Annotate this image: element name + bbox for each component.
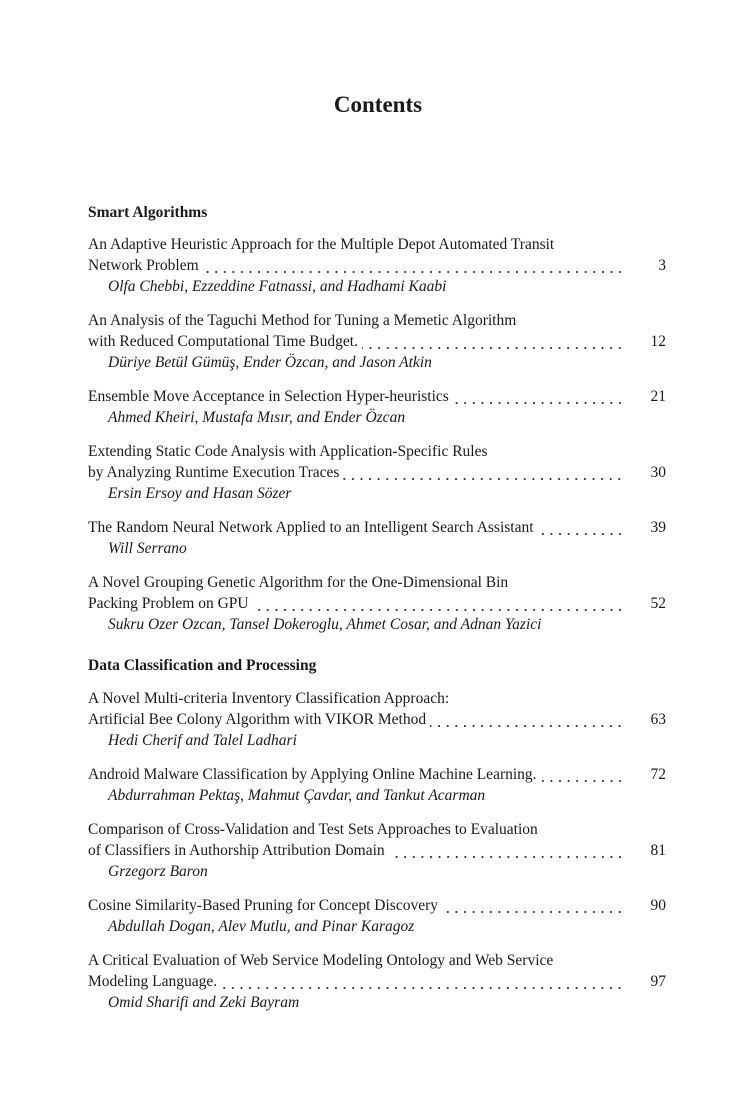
entry-title-line <box>88 517 666 538</box>
toc-entry[interactable] <box>88 895 666 937</box>
entry-title-line <box>88 840 666 861</box>
entry-title-text: Network Problem <box>88 257 199 274</box>
entry-title-text: by Analyzing Runtime Execution Traces <box>88 464 340 481</box>
dot-leader <box>430 709 624 730</box>
entry-title-text: Artificial Bee Colony Algorithm with VIKOR Method <box>88 711 427 728</box>
entry-title-line <box>88 764 666 785</box>
entry-title-text: Cosine Similarity-Based Pruning for Concept Discovery <box>88 897 438 914</box>
entry-authors: Olfa Chebbi, Ezzeddine Fatnassi, and Hadhami Kaabi <box>108 278 447 295</box>
dot-leader <box>343 462 624 483</box>
entry-title-line: Extending Static Code Analysis with Application-Specific Rules <box>88 443 488 460</box>
dot-leader <box>538 517 624 538</box>
section-heading: Smart Algorithms <box>88 204 208 221</box>
entry-authors: Will Serrano <box>108 540 187 557</box>
entry-title-line: A Novel Grouping Genetic Algorithm for the One-Dimensional Bin <box>88 574 509 591</box>
entry-title-line: A Novel Multi-criteria Inventory Classification Approach: <box>88 690 450 707</box>
dot-leader <box>221 971 624 992</box>
entry-title-text: Modeling Language. <box>88 973 218 990</box>
toc-entry[interactable] <box>88 517 666 559</box>
page-number[interactable]: 81 <box>650 842 666 859</box>
toc-entry[interactable] <box>88 764 666 806</box>
entry-title-text: Android Malware Classification by Applying Online Machine Learning. <box>88 766 537 783</box>
entry-title-text: The Random Neural Network Applied to an Intelligent Search Assistant <box>88 519 534 536</box>
page-number[interactable]: 3 <box>658 257 666 274</box>
entry-authors: Ersin Ersoy and Hasan Sözer <box>108 485 292 502</box>
toc-entry[interactable] <box>88 819 666 882</box>
page-number[interactable]: 63 <box>650 711 666 728</box>
dot-leader <box>203 255 624 276</box>
entry-title-line <box>88 462 666 483</box>
page-number[interactable]: 90 <box>650 897 666 914</box>
toc-entry[interactable] <box>88 441 666 504</box>
page-number[interactable]: 30 <box>650 464 666 481</box>
entry-title-line: Comparison of Cross-Validation and Test Sets Approaches to Evaluation <box>88 821 538 838</box>
entry-title-line <box>88 971 666 992</box>
entry-title-text: Ensemble Move Acceptance in Selection Hyper-heuristics <box>88 388 449 405</box>
entry-title-line: An Adaptive Heuristic Approach for the Multiple Depot Automated Transit <box>88 236 555 253</box>
dot-leader <box>389 840 624 861</box>
entry-title-text: with Reduced Computational Time Budget. <box>88 333 358 350</box>
entry-authors: Abdullah Dogan, Alev Mutlu, and Pinar Karagoz <box>108 918 415 935</box>
entry-authors: Grzegorz Baron <box>108 863 208 880</box>
entry-title-text: of Classifiers in Authorship Attribution Domain <box>88 842 385 859</box>
page-title: Contents <box>333 92 423 117</box>
page-number[interactable]: 52 <box>650 595 666 612</box>
entry-authors: Abdurrahman Pektaş, Mahmut Çavdar, and Tankut Acarman <box>108 787 486 804</box>
toc-entry[interactable] <box>88 310 666 373</box>
dot-leader <box>541 764 624 785</box>
page-number[interactable]: 21 <box>650 388 666 405</box>
toc-entry[interactable] <box>88 688 666 751</box>
page-number[interactable]: 72 <box>650 766 666 783</box>
dot-leader <box>362 331 624 352</box>
entry-title-line: An Analysis of the Taguchi Method for Tuning a Memetic Algorithm <box>88 312 517 329</box>
entry-title-line: A Critical Evaluation of Web Service Modeling Ontology and Web Service <box>88 952 554 969</box>
page-number[interactable]: 97 <box>650 973 666 990</box>
entry-title-line <box>88 895 666 916</box>
entry-authors: Ahmed Kheiri, Mustafa Mısır, and Ender Özcan <box>108 409 406 426</box>
toc-entry[interactable] <box>88 950 666 1013</box>
entry-title-line <box>88 255 666 276</box>
page-number[interactable]: 12 <box>650 333 666 350</box>
entry-authors: Hedi Cherif and Talel Ladhari <box>108 732 297 749</box>
entry-title-text: Packing Problem on GPU <box>88 595 249 612</box>
entry-authors: Sukru Ozer Ozcan, Tansel Dokeroglu, Ahmet Cosar, and Adnan Yazici <box>108 616 542 633</box>
entry-authors: Düriye Betül Gümüş, Ender Özcan, and Jason Atkin <box>108 354 432 371</box>
entry-authors: Omid Sharifi and Zeki Bayram <box>108 994 300 1011</box>
toc-entry[interactable] <box>88 234 666 297</box>
page-number[interactable]: 39 <box>650 519 666 536</box>
entry-title-line <box>88 331 666 352</box>
entry-title-line <box>88 593 666 614</box>
section-heading: Data Classification and Processing <box>88 657 317 674</box>
dot-leader <box>453 386 624 407</box>
dot-leader <box>253 593 624 614</box>
toc-entry[interactable] <box>88 572 666 635</box>
entry-title-line <box>88 709 666 730</box>
entry-title-line <box>88 386 666 407</box>
dot-leader <box>442 895 624 916</box>
toc-entry[interactable] <box>88 386 666 428</box>
